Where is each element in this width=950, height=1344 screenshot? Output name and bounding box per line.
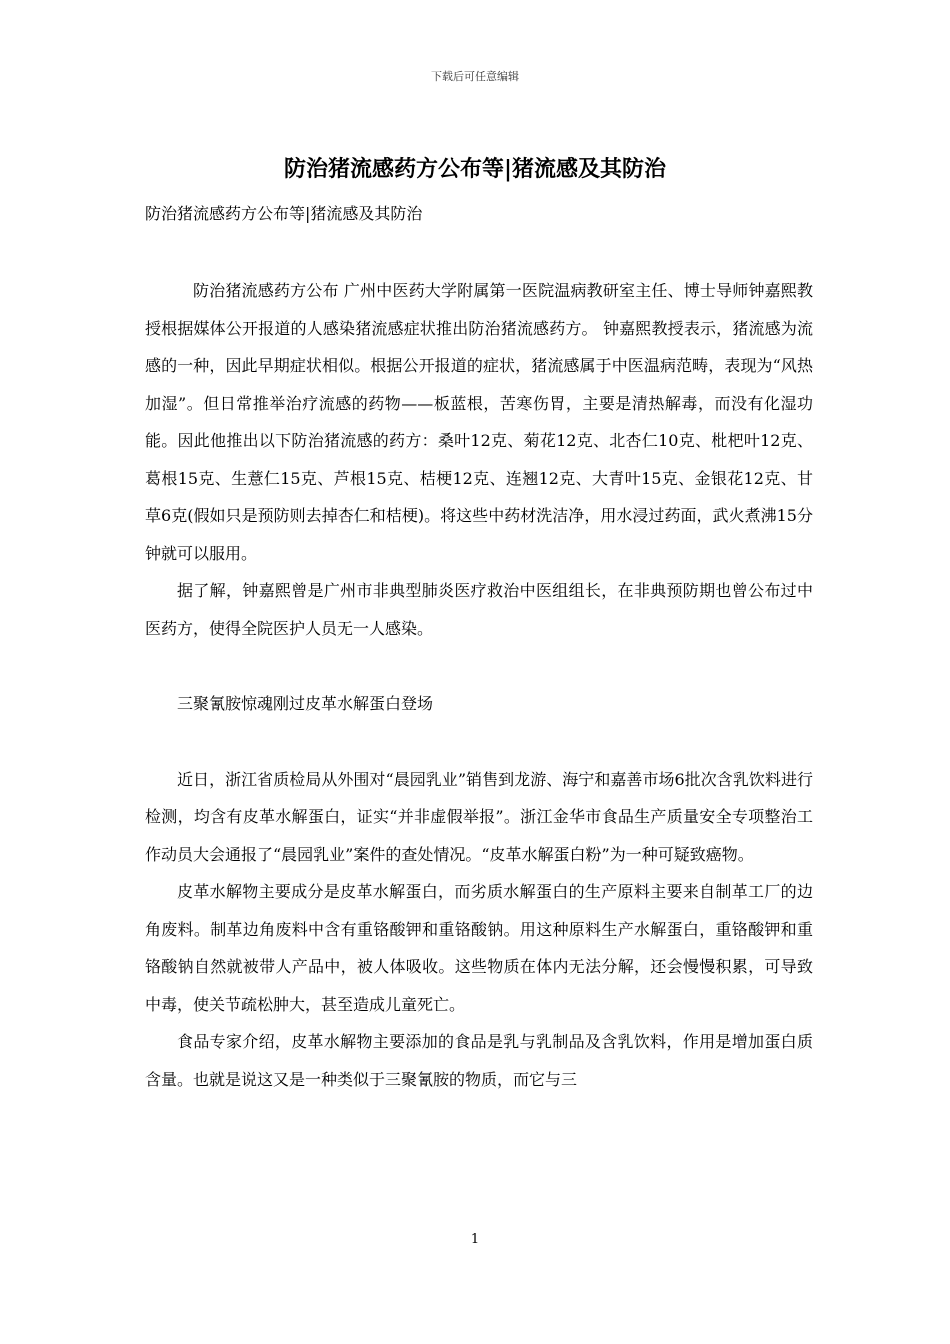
- paragraph-5: 食品专家介绍，皮革水解物主要添加的食品是乳与乳制品及含乳饮料，作用是增加蛋白质含量。也就是说这又是一种类似于三聚氰胺的物质，而它与三: [145, 1032, 813, 1089]
- section-heading: 三聚氰胺惊魂刚过皮革水解蛋白登场: [177, 694, 434, 713]
- paragraph-2: 据了解，钟嘉熙曾是广州市非典型肺炎医疗救治中医组组长，在非典预防期也曾公布过中医药方，使得全院医护人员无一人感染。: [145, 581, 813, 638]
- paragraph-4: 皮革水解物主要成分是皮革水解蛋白，而劣质水解蛋白的生产原料主要来自制革工厂的边角废料。制革边角废料中含有重铬酸钾和重铬酸钠。用这种原料生产水解蛋白，重铬酸钾和重铬酸钠自然就被带人产品中，被人体吸收。这些物质在体内无法分解，还会慢慢积累，可导致中毒，使关节疏松肿大，甚至造成儿童死亡。: [145, 882, 813, 1014]
- document-body: [145, 272, 813, 1098]
- spacer: [145, 723, 813, 761]
- paragraph-1: 防治猪流感药方公布 广州中医药大学附属第一医院温病教研室主任、博士导师钟嘉熙教授根据媒体公开报道的人感染猪流感症状推出防治猪流感药方。 钟嘉熙教授表示，猪流感为流感的一种，因此早期症状相似。根据公开报道的症状，猪流感属于中医温病范畴，表现为“风热加湿”。但日常推举治疗流感的药物——板蓝根，苦寒伤胃，主要是清热解毒，而没有化湿功能。因此他推出以下防治猪流感的药方：桑叶12克、菊花12克、北杏仁10克、枇杷叶12克、葛根15克、生薏仁15克、芦根15克、桔梗12克、连翘12克、大青叶15克、金银花12克、甘草6克(假如只是预防则去掉杏仁和桔梗)。将这些中药材洗洁净，用水浸过药面，武火煮沸15分钟就可以服用。: [145, 281, 813, 563]
- header-note: 下载后可任意编辑: [431, 70, 519, 83]
- document-title: 防治猪流感药方公布等|猪流感及其防治: [283, 156, 666, 182]
- paragraph-3: 近日，浙江省质检局从外围对“晨园乳业”销售到龙游、海宁和嘉善市场6批次含乳饮料进行检测，均含有皮革水解蛋白，证实“并非虚假举报”。浙江金华市食品生产质量安全专项整治工作动员大会通报了“晨园乳业”案件的查处情况。“皮革水解蛋白粉”为一种可疑致癌物。: [145, 769, 813, 864]
- document-subtitle: 防治猪流感药方公布等|猪流感及其防治: [145, 204, 423, 223]
- spacer: [145, 647, 813, 685]
- page-number: 1: [470, 1232, 480, 1247]
